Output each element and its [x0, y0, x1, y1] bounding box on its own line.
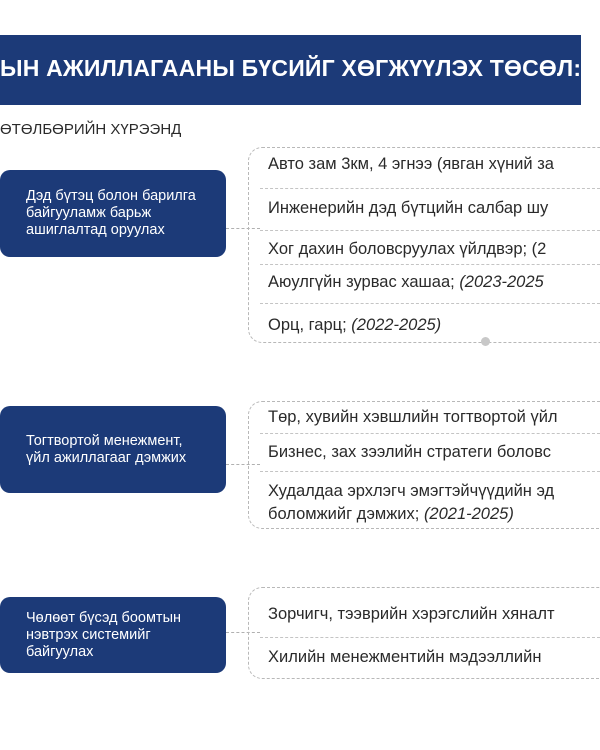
- item-text: Хог дахин боловсруулах үйлдвэр; (2: [268, 240, 547, 258]
- section-label-text: Чөлөөт бүсэд боомтын нэвтрэх системийг байгуулах: [26, 609, 181, 660]
- list-item: [268, 648, 541, 667]
- list-item: [268, 482, 554, 501]
- list-item: [268, 605, 555, 624]
- item-text: Орц, гарц;: [268, 316, 347, 334]
- divider: [260, 230, 600, 231]
- section-label-management: [0, 406, 226, 493]
- list-item: [268, 155, 554, 174]
- bullet-dot-icon: [481, 337, 490, 346]
- item-year: (2023-2025: [459, 273, 544, 291]
- section-label-port-system: [0, 597, 226, 673]
- item-text: Аюулгүйн зурвас хашаа;: [268, 273, 455, 291]
- item-text: Хилийн менежментийн мэдээллийн: [268, 648, 542, 666]
- list-item: [268, 240, 546, 259]
- item-text: Бизнес, зах зээлийн стратеги боловс: [268, 443, 551, 461]
- list-item: [268, 273, 544, 292]
- list-item: [268, 408, 558, 427]
- divider: [260, 637, 600, 638]
- item-text: Худалдаа эрхлэгч эмэгтэйчүүдийн эд: [268, 482, 555, 500]
- item-year: (2022-2025): [351, 316, 442, 334]
- item-year: (2021-2025): [423, 505, 514, 523]
- header-banner: [0, 35, 581, 105]
- section-label-text: Дэд бүтэц болон барилга байгууламж барьж ашиглалтад оруулах: [26, 188, 196, 238]
- item-text: Зорчигч, тээврийн хэрэгслийн хяналт: [268, 605, 555, 623]
- list-item: [268, 199, 548, 218]
- item-text: Инженерийн дэд бүтцийн салбар шу: [268, 199, 549, 217]
- divider: [260, 264, 600, 265]
- divider: [260, 303, 600, 304]
- list-item: [268, 443, 551, 462]
- item-text: Авто зам 3км, 4 эгнээ (явган хүний за: [268, 155, 554, 173]
- divider: [260, 188, 600, 189]
- divider: [260, 471, 600, 472]
- page-subtitle: ӨТӨЛБӨРИЙН ХҮРЭЭНД: [0, 121, 182, 138]
- item-text: Төр, хувийн хэвшлийн тогтвортой үйл: [268, 408, 558, 426]
- item-text: боломжийг дэмжих;: [268, 505, 420, 523]
- divider: [260, 433, 600, 434]
- list-item: [268, 316, 441, 335]
- section-label-text: Тогтвортой менежмент, үйл ажиллагааг дэмжих: [26, 432, 187, 466]
- list-item-continuation: [268, 505, 514, 524]
- page-title: ЫН АЖИЛЛАГААНЫ БҮСИЙГ ХӨГЖҮҮЛЭХ ТӨСӨЛ:: [0, 55, 582, 81]
- section-label-infrastructure: [0, 170, 226, 257]
